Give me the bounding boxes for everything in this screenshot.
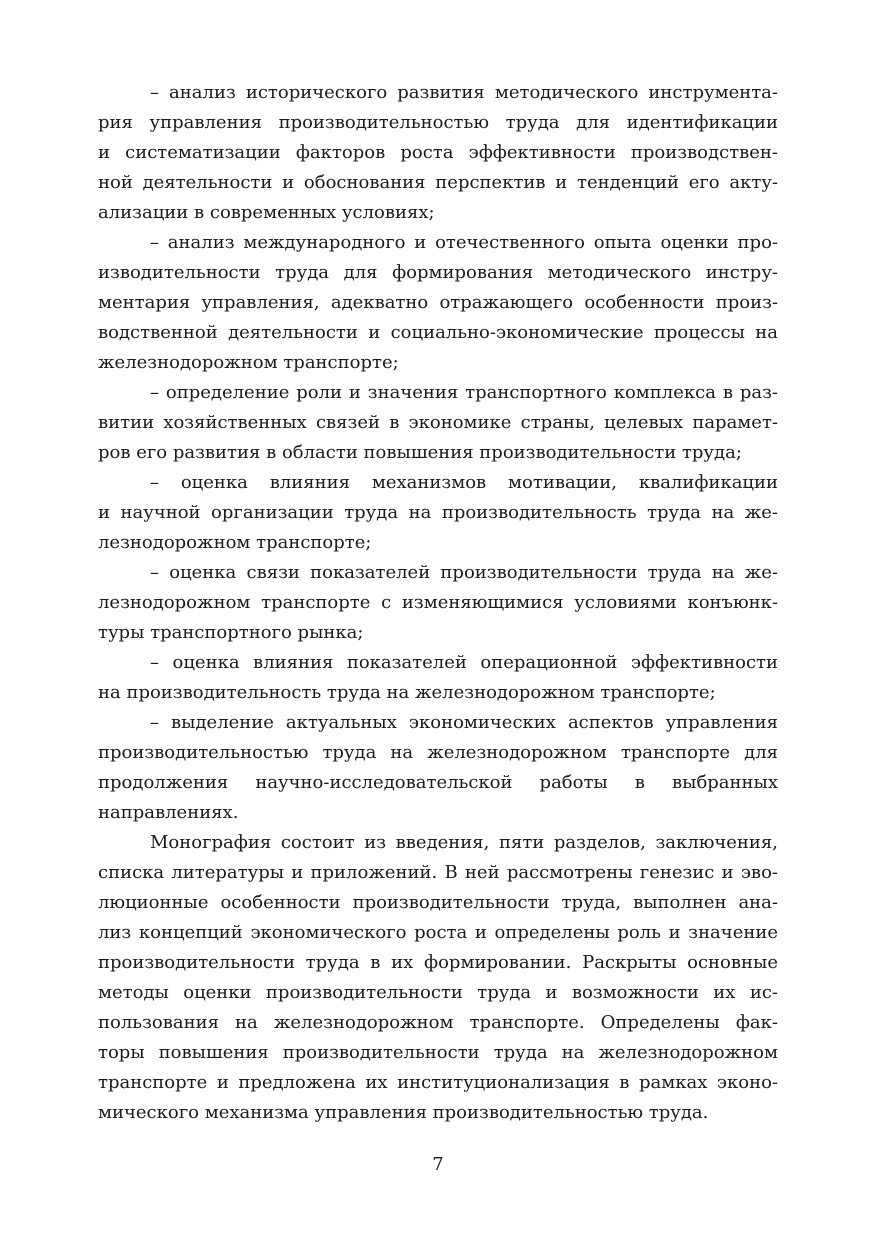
- text-line: производительностью труда на железнодорожном транспорте для: [98, 742, 778, 763]
- text-line: рия управления производительностью труда для идентификации: [98, 112, 778, 133]
- text-line: направлениях.: [98, 802, 239, 823]
- text-line: ментария управления, адекватно отражающего особенности произ-: [98, 292, 778, 313]
- page-number: 7: [432, 1154, 444, 1175]
- text-line: продолжения научно-исследовательской работы в выбранных: [98, 772, 778, 793]
- paragraph-4: [98, 468, 778, 558]
- text-line: торы повышения производительности труда на железнодорожном: [98, 1042, 778, 1063]
- text-line: лиз концепций экономического роста и определены роль и значение: [98, 922, 778, 943]
- text-line: на производительность труда на железнодорожном транспорте;: [98, 682, 716, 703]
- text-line: – оценка влияния механизмов мотивации, квалификации: [150, 472, 778, 493]
- text-line: изводительности труда для формирования методического инстру-: [98, 262, 778, 283]
- text-line: – оценка влияния показателей операционной эффективности: [150, 652, 778, 673]
- text-line: витии хозяйственных связей в экономике страны, целевых парамет-: [98, 412, 778, 433]
- text-line: лезнодорожном транспорте с изменяющимися условиями конъюнк-: [98, 592, 778, 613]
- paragraph-1: [98, 78, 778, 228]
- page-body: [98, 78, 778, 1128]
- paragraph-2: [98, 228, 778, 378]
- text-line: – оценка связи показателей производительности труда на же-: [150, 562, 778, 583]
- text-line: пользования на железнодорожном транспорте. Определены фак-: [98, 1012, 778, 1033]
- text-line: производительности труда в их формировании. Раскрыты основные: [98, 952, 778, 973]
- text-line: водственной деятельности и социально-экономические процессы на: [98, 322, 778, 343]
- text-line: Монография состоит из введения, пяти разделов, заключения,: [150, 832, 778, 853]
- text-line: списка литературы и приложений. В ней рассмотрены генезис и эво-: [98, 862, 778, 883]
- text-line: железнодорожном транспорте;: [98, 352, 399, 373]
- text-line: лезнодорожном транспорте;: [98, 532, 372, 553]
- text-line: туры транспортного рынка;: [98, 622, 364, 643]
- paragraph-6: [98, 648, 778, 708]
- text-line: – определение роли и значения транспортного комплекса в раз-: [150, 382, 778, 403]
- text-line: и систематизации факторов роста эффективности производствен-: [98, 142, 778, 163]
- text-line: мического механизма управления производительностью труда.: [98, 1102, 709, 1123]
- text-line: и научной организации труда на производительность труда на же-: [98, 502, 778, 523]
- text-line: – анализ международного и отечественного опыта оценки про-: [150, 232, 778, 253]
- text-line: методы оценки производительности труда и возможности их ис-: [98, 982, 778, 1003]
- paragraph-3: [98, 378, 778, 468]
- text-line: ализации в современных условиях;: [98, 202, 435, 223]
- text-line: – анализ исторического развития методического инструмента-: [150, 82, 778, 103]
- text-line: – выделение актуальных экономических аспектов управления: [150, 712, 778, 733]
- paragraph-7: [98, 708, 778, 828]
- text-line: ной деятельности и обоснования перспектив и тенденций его акту-: [98, 172, 778, 193]
- paragraph-8: [98, 828, 778, 1128]
- text-line: транспорте и предложена их институционализация в рамках эконо-: [98, 1072, 778, 1093]
- text-line: люционные особенности производительности труда, выполнен ана-: [98, 892, 778, 913]
- text-line: ров его развития в области повышения производительности труда;: [98, 442, 742, 463]
- paragraph-5: [98, 558, 778, 648]
